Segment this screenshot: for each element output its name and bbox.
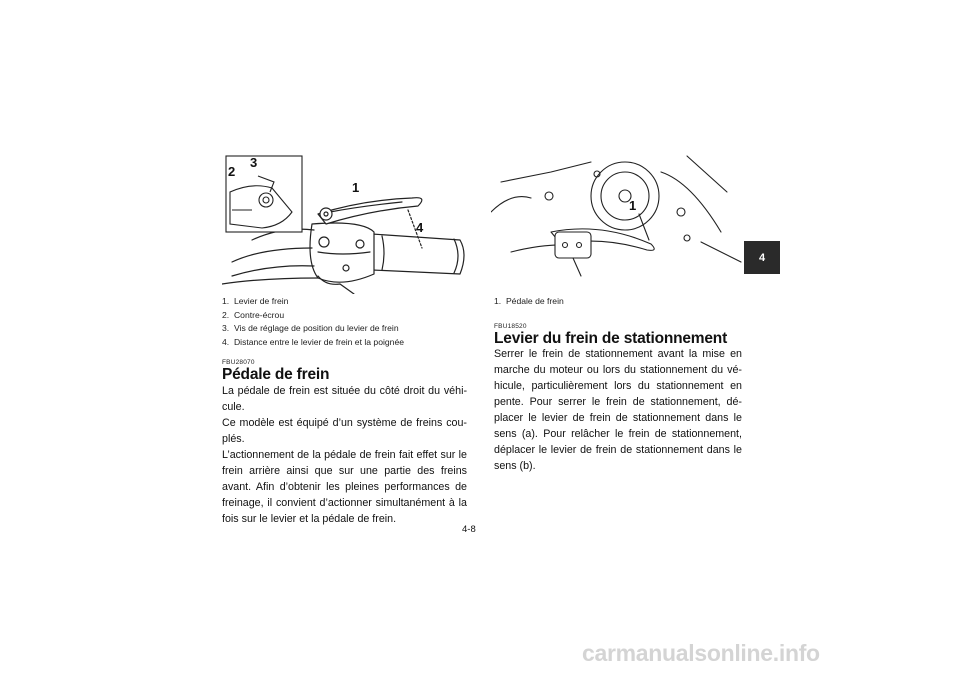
callout-2: 2 — [228, 164, 236, 179]
caption-item: 3. Vis de réglage de position du levier de frein — [222, 323, 399, 333]
brake-pedal-illustration — [491, 152, 743, 280]
paragraph: La pédale de frein est située du côté droit du véhi-cule. — [222, 385, 467, 414]
section-code: FBU18520 — [494, 323, 527, 330]
chapter-tab: 4 — [744, 241, 780, 274]
paragraph: Serrer le frein de stationnement avant la mise en marche du moteur ou lors du stationnement du vé-hicule, particulièrement lors du stationnement en pente. Pour serrer le frein de stationnement, dé-placer le levier de frein de stationnement dans le sens (a). Pour relâcher le frein de stationnement, déplacer le levier de frein de stationnement dans le sens (b). — [494, 348, 742, 473]
caption-item: 1. Pédale de frein — [494, 296, 564, 306]
paragraph: Ce modèle est équipé d’un système de freins cou-plés. — [222, 417, 467, 446]
right-figure-captions — [494, 295, 564, 309]
paragraph: L’actionnement de la pédale de frein fait effet sur le frein arrière ainsi que sur une partie des freins avant. Afin d’obtenir les pleines performances de freinage, il convient d’actionner simultanément à la fois sur le levier et la pédale de frein. — [222, 449, 467, 526]
page-number: 4-8 — [462, 524, 476, 535]
callout-1: 1 — [629, 198, 637, 213]
section-title: Pédale de frein — [222, 366, 330, 383]
section-title: Levier du frein de stationnement — [494, 330, 728, 347]
watermark: carmanualsonline.info — [582, 640, 820, 666]
callout-1: 1 — [352, 180, 360, 195]
callout-4: 4 — [416, 220, 424, 235]
section-code: FBU28070 — [222, 359, 255, 366]
section-body — [222, 383, 467, 527]
caption-item: 2. Contre-écrou — [222, 309, 285, 320]
caption-item: 1. Levier de frein — [222, 296, 289, 306]
left-figure-captions — [222, 295, 404, 349]
caption-item: 4. Distance entre le levier de frein et la poignée — [222, 336, 405, 347]
callout-3: 3 — [250, 155, 258, 170]
brake-lever-illustration — [222, 152, 470, 294]
section-body — [494, 346, 742, 474]
